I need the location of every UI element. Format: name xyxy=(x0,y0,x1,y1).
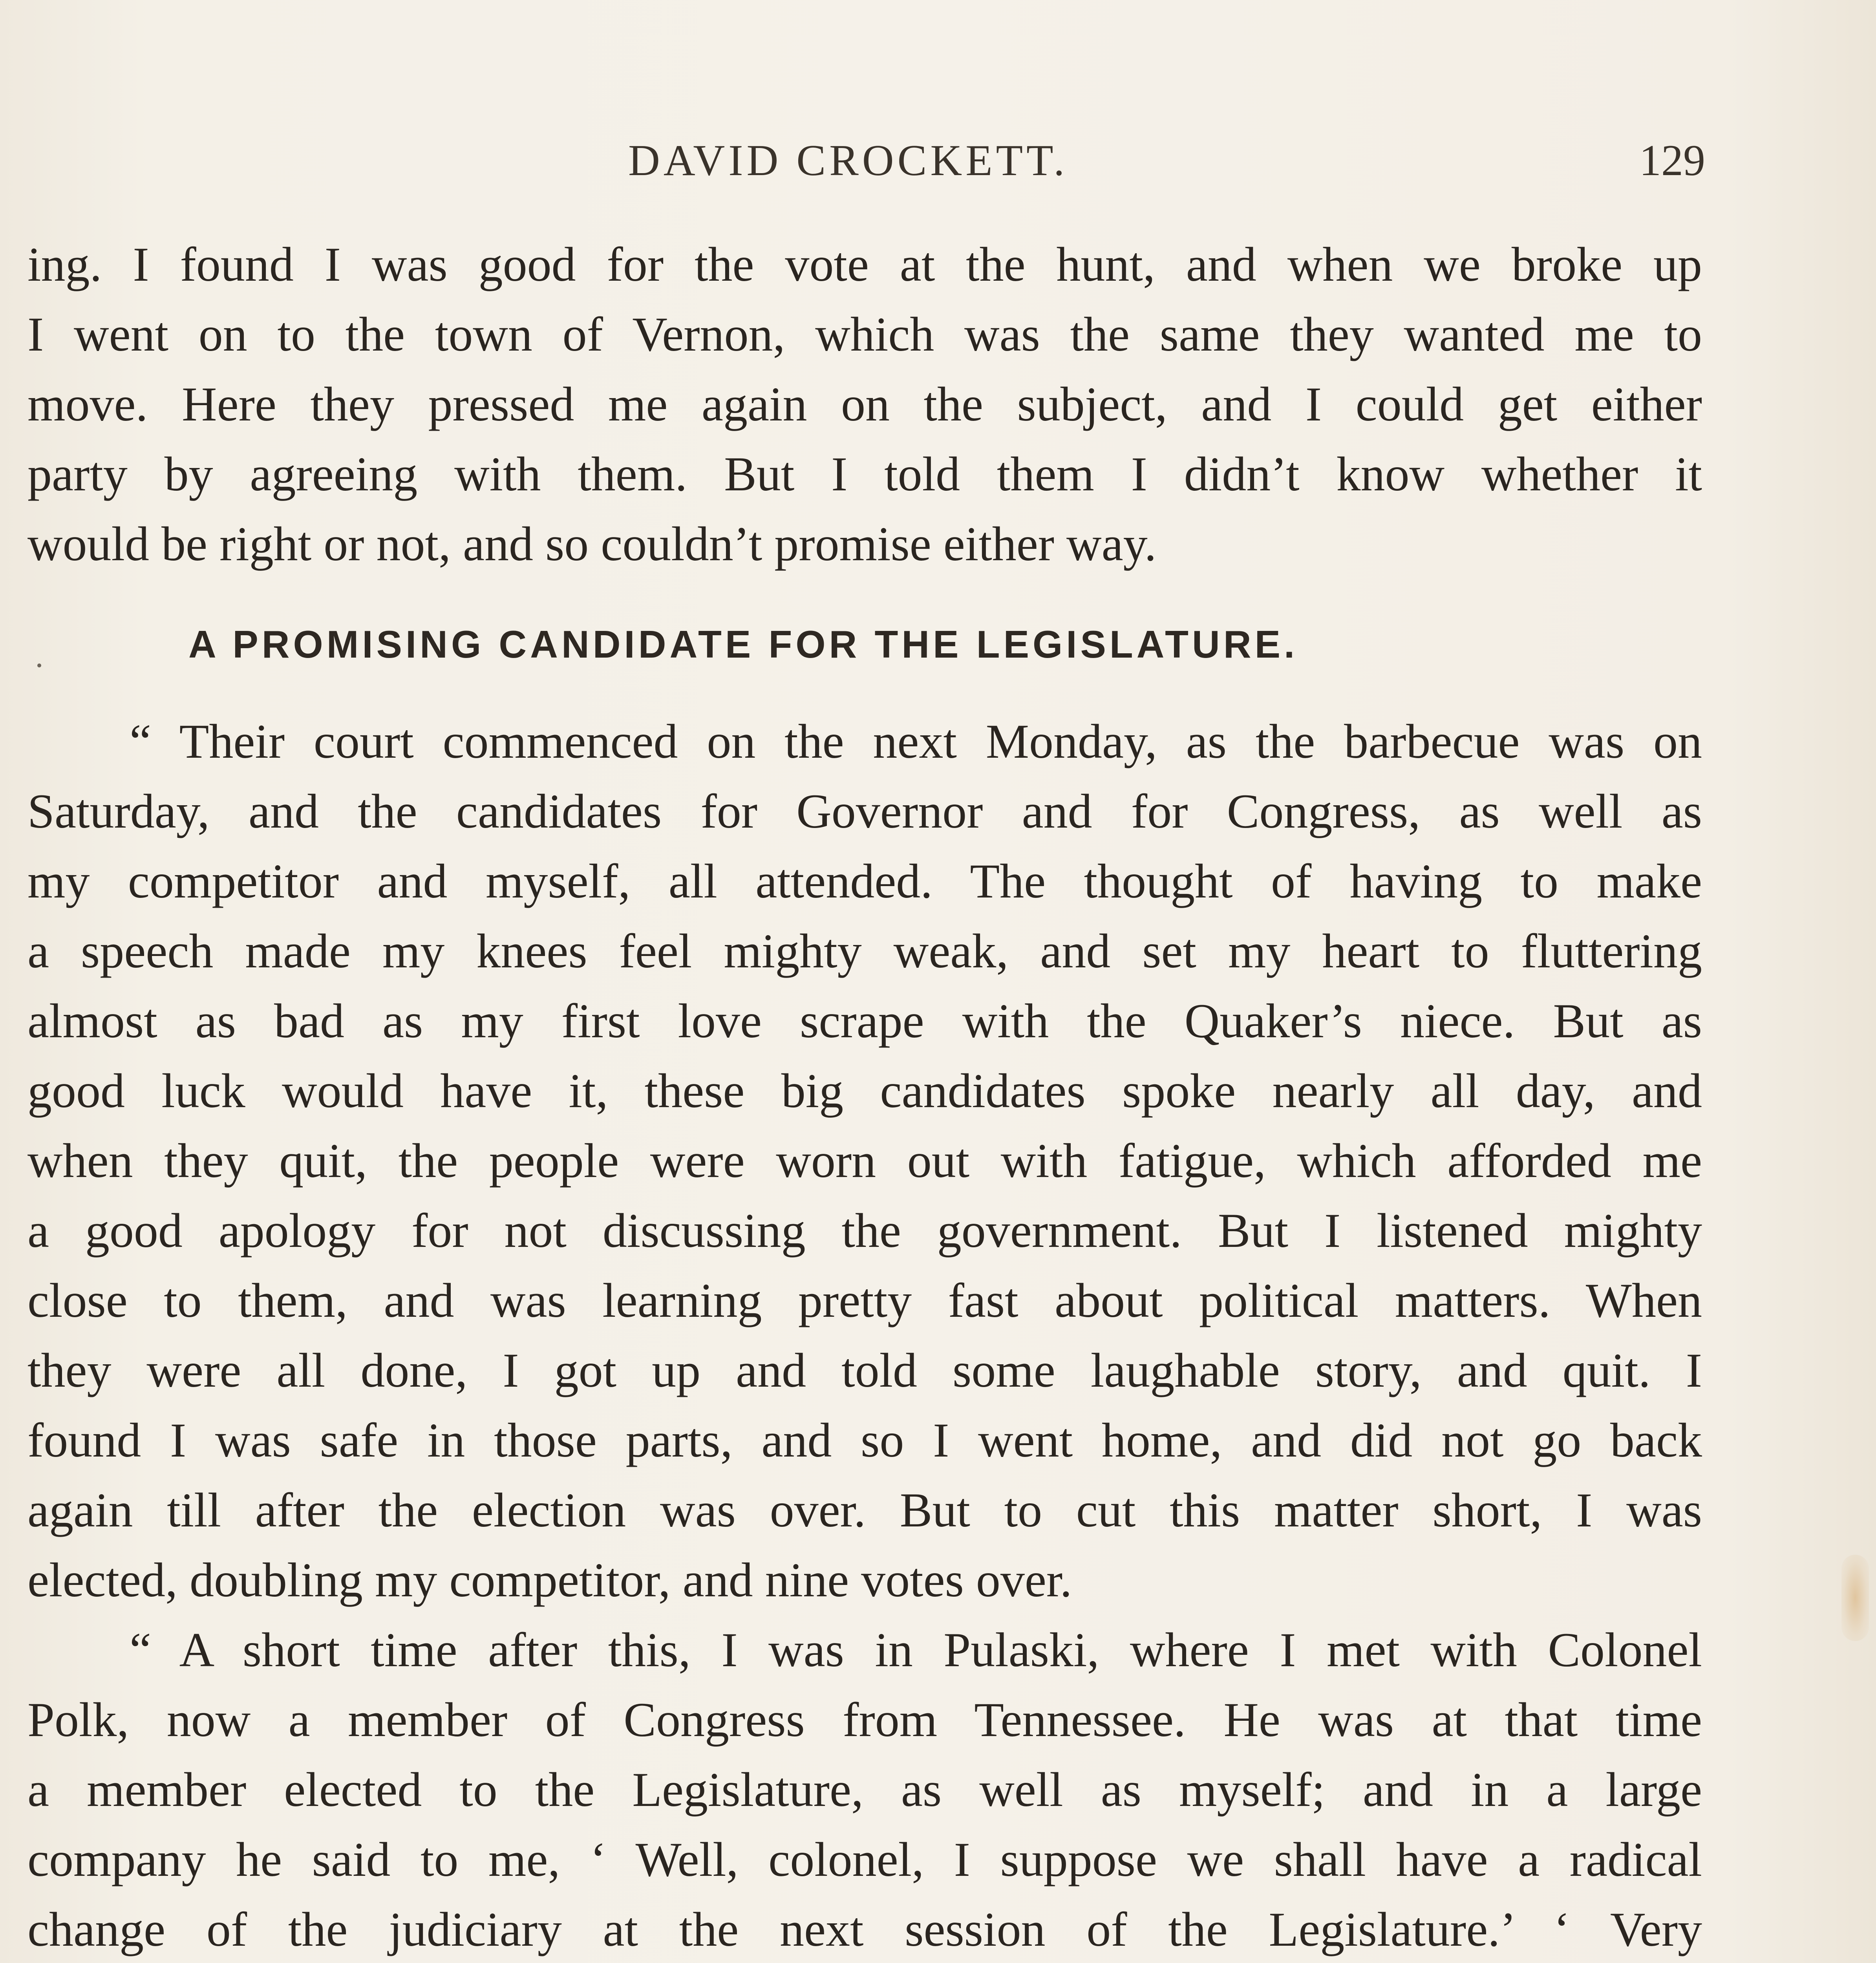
text-line: I went on to the town of Vernon, which was the same they wanted me to xyxy=(27,307,1702,361)
text-line: a speech made my knees feel mighty weak, and set my heart to fluttering xyxy=(27,924,1702,978)
text-line: ing. I found I was good for the vote at the hunt, and when we broke up xyxy=(27,238,1702,291)
text-line: would be right or not, and so couldn’t promise either way. xyxy=(27,517,1157,571)
text-line: Saturday, and the candidates for Governor and for Congress, as well as xyxy=(27,784,1702,838)
text-line: good luck would have it, these big candidates spoke nearly all day, and xyxy=(27,1064,1702,1118)
text-line: move. Here they pressed me again on the subject, and I could get either xyxy=(27,377,1702,431)
text-line: almost as bad as my first love scrape with the Quaker’s niece. But as xyxy=(27,994,1702,1048)
paragraph-two xyxy=(27,707,1702,1615)
text-line: a good apology for not discussing the government. But I listened mighty xyxy=(27,1204,1702,1257)
text-line: close to them, and was learning pretty fast about political matters. When xyxy=(27,1274,1702,1327)
text-line: found I was safe in those parts, and so I went home, and did not go back xyxy=(27,1413,1702,1467)
text-line: party by agreeing with them. But I told them I didn’t know whether it xyxy=(27,447,1702,501)
text-line: my competitor and myself, all attended. The thought of having to make xyxy=(27,854,1702,908)
text-line: a member elected to the Legislature, as well as myself; and in a large xyxy=(27,1763,1702,1817)
text-line: they were all done, I got up and told some laughable story, and quit. I xyxy=(27,1343,1702,1397)
ink-fleck xyxy=(37,663,41,667)
text-line: again till after the election was over. But to cut this matter short, I was xyxy=(27,1483,1702,1537)
text-line: “ A short time after this, I was in Pulaski, where I met with Colonel xyxy=(130,1623,1702,1677)
paragraph-three xyxy=(27,1615,1702,1963)
section-heading: A PROMISING CANDIDATE FOR THE LEGISLATURE. xyxy=(188,623,1298,666)
running-head-title: DAVID CROCKETT. xyxy=(628,136,1068,185)
paper-stain xyxy=(1841,1555,1869,1641)
text-line: when they quit, the people were worn out with fatigue, which afforded me xyxy=(27,1134,1702,1188)
text-line: Polk, now a member of Congress from Tennessee. He was at that time xyxy=(27,1693,1702,1747)
text-line: company he said to me, ‘ Well, colonel, I suppose we shall have a radical xyxy=(27,1833,1702,1886)
page-number: 129 xyxy=(1639,136,1705,185)
opening-paragraph xyxy=(27,230,1702,579)
text-line: “ Their court commenced on the next Monday, as the barbecue was on xyxy=(130,715,1702,768)
text-line: elected, doubling my competitor, and nine votes over. xyxy=(27,1553,1072,1607)
text-line: change of the judiciary at the next session of the Legislature.’ ‘ Very xyxy=(27,1903,1702,1956)
